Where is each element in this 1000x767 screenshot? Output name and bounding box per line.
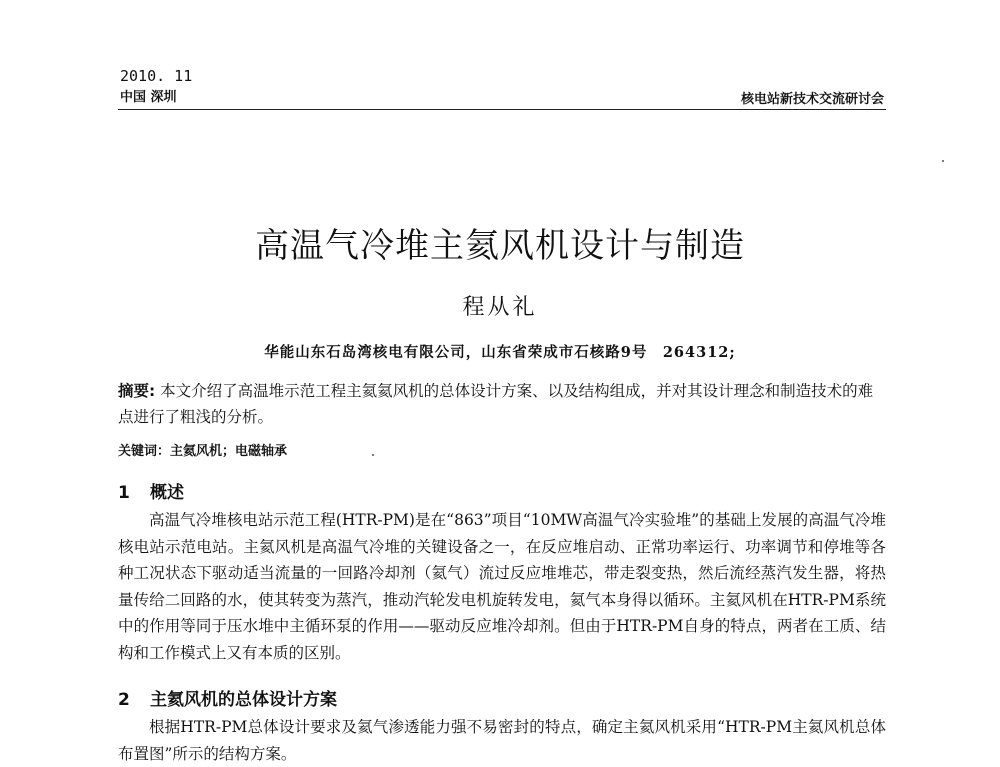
section-heading xyxy=(118,685,337,710)
paper-title: 高温气冷堆主氦风机设计与制造 xyxy=(255,226,745,266)
section-title: 概述 xyxy=(150,483,184,503)
scan-speck xyxy=(942,160,944,162)
conference-location: 中国 深圳 xyxy=(120,90,177,105)
section-title: 主氦风机的总体设计方案 xyxy=(150,690,337,710)
section-heading xyxy=(118,478,184,503)
abstract-text: 本文介绍了高温堆示范工程主氦氦风机的总体设计方案、以及结构组成，并对其设计理念和制造技术的难点进行了粗浅的分析。 xyxy=(118,382,874,426)
header-divider xyxy=(118,109,886,110)
abstract xyxy=(118,378,886,430)
conference-name: 核电站新技术交流研讨会 xyxy=(740,92,884,107)
paper-author: 程从礼 xyxy=(462,295,538,320)
section-body: 根据HTR-PM总体设计要求及氦气渗透能力强不易密封的特点，确定主氦风机采用“HTR-PM主氦风机总体布置图”所示的结构方案。 xyxy=(118,718,886,763)
abstract-label: 摘要: xyxy=(118,382,156,400)
conference-date: 2010. 11 xyxy=(120,67,193,85)
paper-affiliation: 华能山东石岛湾核电有限公司，山东省荣成市石核路9号 264312; xyxy=(264,344,736,361)
keywords: 关键词：主氦风机；电磁轴承 xyxy=(118,444,288,459)
section-number: 2 xyxy=(118,690,130,710)
section-body: 高温气冷堆核电站示范工程(HTR-PM)是在“863”项目“10MW高温气冷实验堆”的基础上发展的高温气冷堆核电站示范电站。主氦风机是高温气冷堆的关键设备之一，在反应堆启动、正常功率运行、功率调节和停堆等各种工况状态下驱动适当流量的一回路冷却剂（氦气）流过反应堆堆芯，带走裂变热，然后流经蒸汽发生器，将热量传给二回路的水，使其转变为蒸汽，推动汽轮发电机旋转发电，氦气本身得以循环。主氦风机在HTR-PM系统中的作用等同于压水堆中主循环泵的作用——驱动反应堆冷却剂。但由于HTR-PM自身的特点，两者在工质、结构和工作模式上又有本质的区别。 xyxy=(118,511,886,662)
header-left xyxy=(120,66,192,108)
section-number: 1 xyxy=(118,483,130,503)
